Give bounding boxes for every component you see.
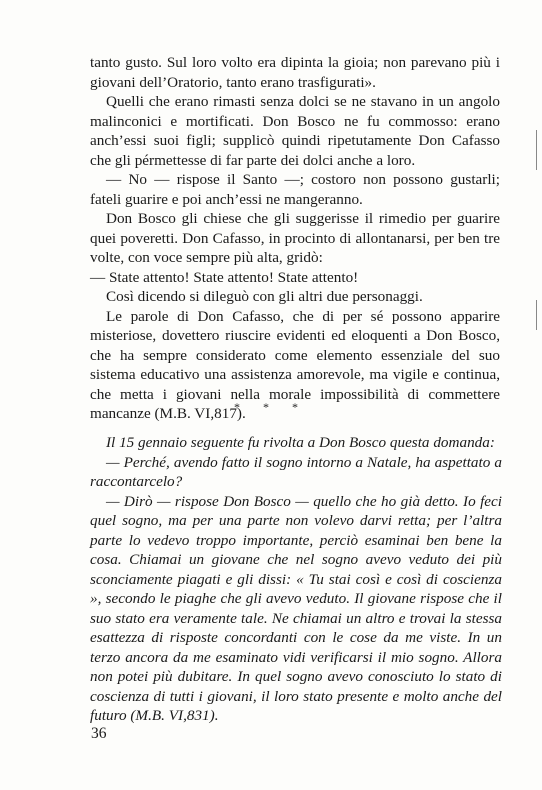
scan-edge-mark	[536, 300, 537, 330]
section-separator: * * *	[234, 400, 308, 414]
paragraph: — State attento! State attento! State attento!	[90, 268, 359, 286]
italic-paragraph: Il 15 gennaio seguente fu rivolta a Don Bosco questa domanda:	[106, 434, 495, 451]
italic-paragraph: — Perché, avendo fatto il sogno intorno a Natale, ha aspettato a raccontarcelo?	[90, 453, 502, 490]
paragraph: Le parole di Don Cafasso, che di per sé possono apparire misteriose, dovettero riuscire evidenti ed eloquenti a Don Bosco, che ha sempre considerato come elemento essenziale del suo sistema educativo una assistenza amorevole, ma vigile e continua, che metta i giovani nella morale impossibilità di commettere mancanze (M.B. VI,817).	[90, 307, 500, 422]
paragraph: — No — rispose il Santo —; costoro non possono gustarli; fateli guarire e poi anch’essi ne mangeranno.	[90, 171, 500, 208]
paragraph: tanto gusto. Sul loro volto era dipinta la gioia; non parevano più i giovani dell’Oratorio, tanto erano trasfigurati».	[90, 54, 500, 91]
page-number: 36	[91, 725, 107, 742]
body-text	[90, 53, 500, 424]
paragraph: Don Bosco gli chiese che gli suggerisse il rimedio per guarire quei poveretti. Don Cafasso, in procinto di allontanarsi, per ben tre volte, con voce sempre più alta, gridò:	[90, 210, 500, 266]
paragraph: Quelli che erano rimasti senza dolci se ne stavano in un angolo malinconici e mortificati. Don Bosco ne fu commosso: erano anch’essi suoi figli; supplicò quindi ripetutamente Don Cafasso che gli pérmettesse di far parte dei dolci anche a loro.	[90, 93, 500, 169]
italic-section	[90, 433, 502, 726]
scan-edge-mark	[536, 130, 537, 170]
italic-paragraph: — Dirò — rispose Don Bosco — quello che ho già detto. Io feci quel sogno, ma per una parte non volevo darvi retta; per l’altra parte lo vedevo troppo importante, perciò esaminai ben bene la cosa. Chiamai un giovane che nel sogno avevo veduto dei più sconciamente piagati e gli dissi: « Tu stai così e così di coscienza », secondo le piaghe che gli avevo veduto. Il giovane rispose che il suo stato era veramente tale. Ne chiamai un altro e trovai la stessa esattezza di risposte concordanti con le cose da me viste. In un terzo ancora da me esaminato vidi verificarsi il mio sogno. Allora non potei più dubitare. In quel sogno avevo conosciuto lo stato di coscienza di tutti i giovani, il loro stato presente e molto anche del futuro (M.B. VI,831).	[90, 492, 502, 724]
paragraph: Così dicendo si dileguò con gli altri due personaggi.	[106, 288, 423, 305]
